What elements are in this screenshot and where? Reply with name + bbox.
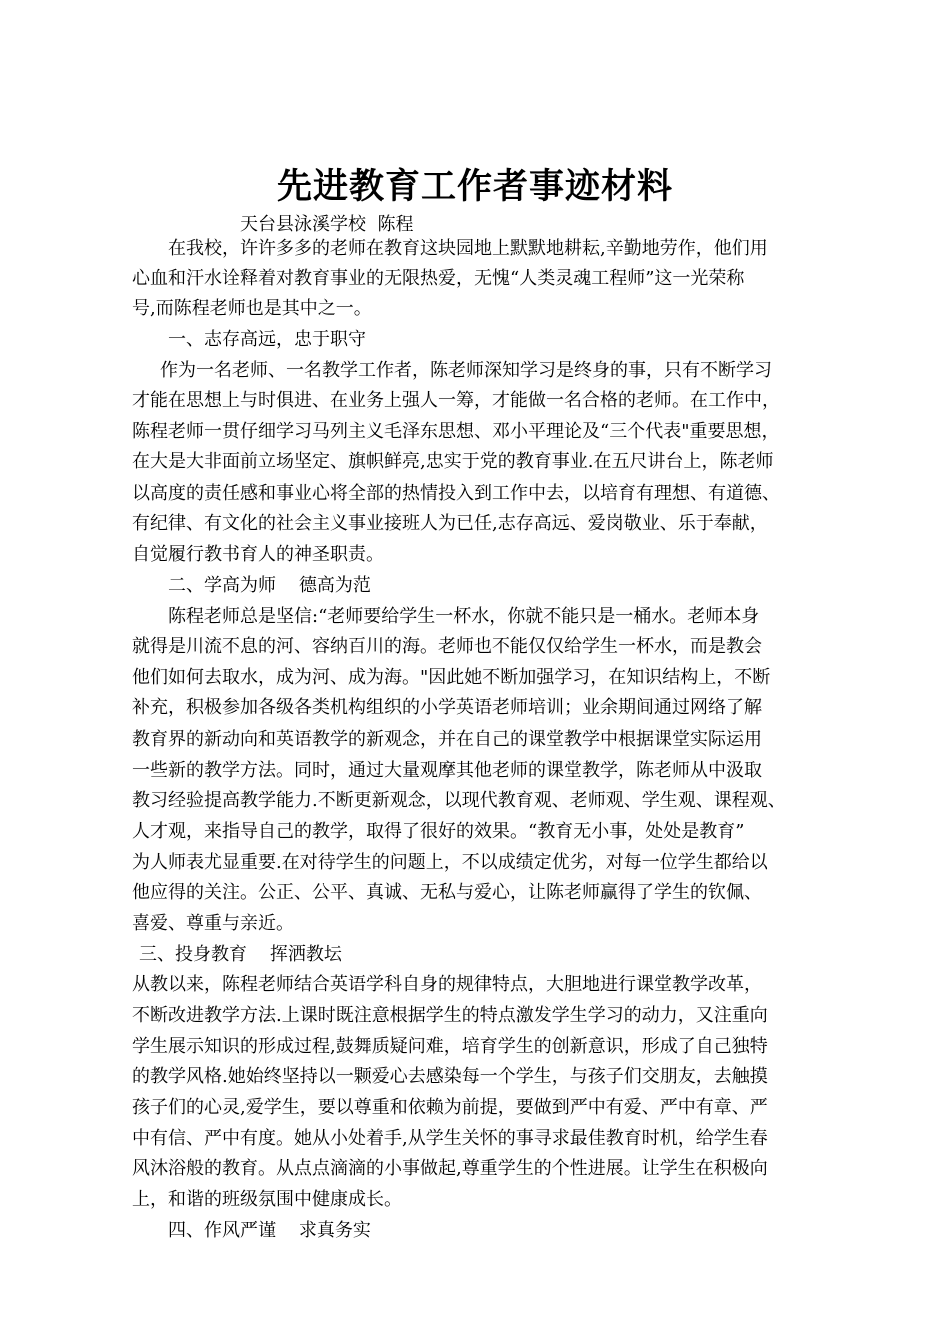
body-line: 在我校，许许多多的老师在教育这块园地上默默地耕耘,辛勤地劳作，他们用 xyxy=(168,238,768,259)
body-line: 在大是大非面前立场坚定、旗帜鲜亮,忠实于党的教育事业.在五尺讲台上，陈老师 xyxy=(132,451,774,472)
body-line: 为人师表尤显重要.在对待学生的问题上，不以成绩定优劣，对每一位学生都给以 xyxy=(132,852,768,873)
body-line: 号,而陈程老师也是其中之一。 xyxy=(132,298,372,319)
body-line: 自觉履行教书育人的神圣职责。 xyxy=(132,544,384,565)
body-line: 四、作风严谨 求真务实 xyxy=(168,1220,371,1241)
body-line: 才能在思想上与时俱进、在业务上强人一筹，才能做一名合格的老师。在工作中， xyxy=(132,390,780,411)
body-line: 人才观，来指导自己的教学，取得了很好的效果。“教育无小事，处处是教育” xyxy=(132,821,745,842)
body-line: 的教学风格.她始终坚持以一颗爱心去感染每一个学生，与孩子们交朋友，去触摸 xyxy=(132,1066,768,1087)
body-line: 不断改进教学方法.上课时既注意根据学生的特点激发学生学习的动力，又注重向 xyxy=(132,1005,768,1026)
body-line: 三、投身教育 挥洒教坛 xyxy=(139,944,342,965)
body-line: 补充，积极参加各级各类机构组织的小学英语老师培训；业余期间通过网络了解 xyxy=(132,697,762,718)
body-line: 一些新的教学方法。同时，通过大量观摩其他老师的课堂教学，陈老师从中汲取 xyxy=(132,760,762,781)
body-line: 上，和谐的班级氛围中健康成长。 xyxy=(132,1189,402,1210)
body-line: 中有信、严中有度。她从小处着手,从学生关怀的事寻求最佳教育时机，给学生春 xyxy=(132,1128,768,1149)
body-line: 教习经验提高教学能力.不断更新观念，以现代教育观、老师观、学生观、课程观、 xyxy=(132,790,786,811)
author-line: 天台县泳溪学校 陈程 xyxy=(240,214,414,235)
body-line: 作为一名老师、一名教学工作者，陈老师深知学习是终身的事，只有不断学习 xyxy=(160,360,772,381)
body-line: 有纪律、有文化的社会主义事业接班人为已任,志存高远、爱岗敬业、乐于奉献， xyxy=(132,513,768,534)
body-line: 一、志存高远，忠于职守 xyxy=(168,329,366,350)
body-line: 喜爱、尊重与亲近。 xyxy=(132,913,294,934)
body-line: 从教以来，陈程老师结合英语学科自身的规律特点，大胆地进行课堂教学改革， xyxy=(132,974,762,995)
body-line: 孩子们的心灵,爱学生，要以尊重和依赖为前提，要做到严中有爱、严中有章、严 xyxy=(132,1097,768,1118)
body-line: 他们如何去取水，成为河、成为海。"因此她不断加强学习，在知识结构上，不断 xyxy=(132,667,771,688)
body-line: 陈程老师一贯仔细学习马列主义毛泽东思想、邓小平理论及“三个代表"重要思想， xyxy=(132,421,780,442)
body-line: 教育界的新动向和英语教学的新观念，并在自己的课堂教学中根据课堂实际运用 xyxy=(132,729,762,750)
body-line: 二、学高为师 德高为范 xyxy=(168,575,371,596)
body-line: 陈程老师总是坚信:“老师要给学生一杯水，你就不能只是一桶水。老师本身 xyxy=(168,606,760,627)
body-line: 风沐浴般的教育。从点点滴滴的小事做起,尊重学生的个性进展。让学生在积极向 xyxy=(132,1158,768,1179)
body-line: 他应得的关注。公正、公平、真诚、无私与爱心，让陈老师赢得了学生的钦佩、 xyxy=(132,882,762,903)
body-line: 就得是川流不息的河、容纳百川的海。老师也不能仅仅给学生一杯水，而是教会 xyxy=(132,636,762,657)
body-line: 心血和汗水诠释着对教育事业的无限热爱，无愧“人类灵魂工程师”这一光荣称 xyxy=(132,268,745,289)
document-title: 先进教育工作者事迹材料 xyxy=(276,166,673,207)
body-line: 以高度的责任感和事业心将全部的热情投入到工作中去，以培育有理想、有道德、 xyxy=(132,483,780,504)
body-line: 学生展示知识的形成过程,鼓舞质疑问难，培育学生的创新意识，形成了自己独特 xyxy=(132,1036,768,1057)
